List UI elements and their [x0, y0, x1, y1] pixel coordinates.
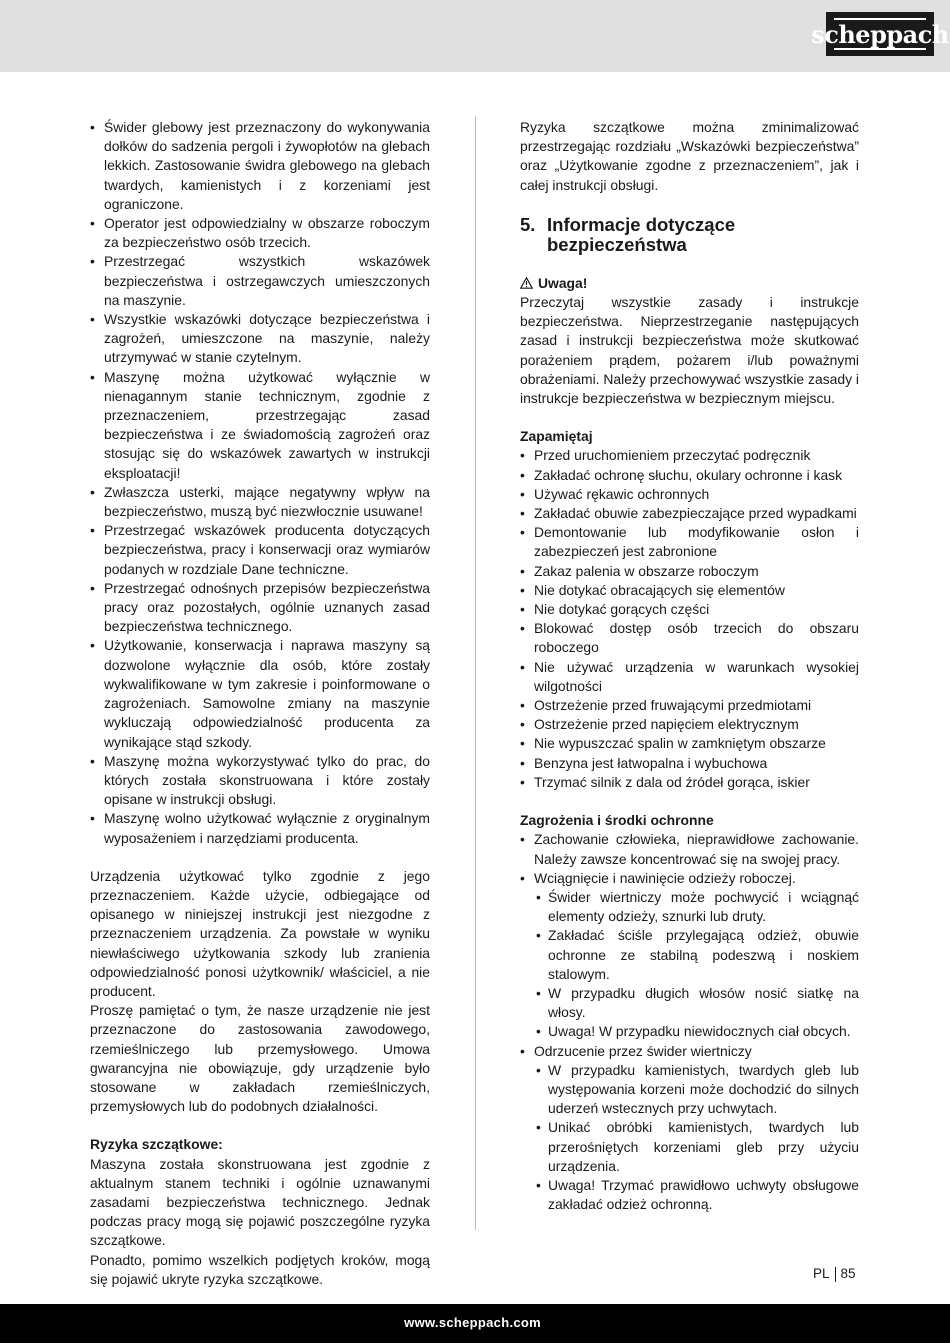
brand-logo: scheppach [826, 12, 934, 56]
list-item: • Przestrzegać odnośnych przepisów bezpieczeństwa pracy oraz pozostałych, ogólnie uznanych zasad bezpieczeństwa technicznego. [90, 579, 430, 637]
residual-risks-heading: Ryzyka szczątkowe: [90, 1136, 223, 1153]
hazard-text: Zachowanie człowieka, nieprawidłowe zachowanie. Należy zawsze koncentrować się na swojej pracy. [534, 831, 859, 867]
section-heading [520, 215, 859, 255]
left-column [90, 118, 430, 1289]
hazards-heading: Zagrożenia i środki ochronne [520, 812, 714, 829]
column-divider [475, 116, 476, 1230]
page-number-value: 85 [840, 1266, 856, 1281]
intended-use-paragraph: Urządzenia użytkować tylko zgodnie z jego przeznaczeniem. Każde użycie, odbiegające od opisanego w niniejszej instrukcji jest niezgodne z przeznaczeniem urządzenia. Za powstałe w wyniku niewłaściwego użytkowania szkody lub zranienia odpowiedzialność ponosi użytkownik/ właściciel, a nie producent. [90, 867, 430, 999]
residual-risks-paragraph: Maszyna została skonstruowana jest zgodnie z aktualnym stanem techniki i ogólnie uznawanymi zasadami bezpieczeństwa technicznego. Jednak podczas pracy mogą się pojawić poszczególne ryzyka szczątkowe. [90, 1155, 430, 1249]
right-column [520, 118, 859, 1214]
list-item: • Ostrzeżenie przed fruwającymi przedmiotami [520, 696, 859, 715]
sub-list-item: • Unikać obróbki kamienistych, twardych lub przerośniętych korzeniami gleb przy użyciu urządzenia. [534, 1118, 859, 1176]
hazards-list [520, 830, 859, 1214]
warning-label: Uwaga! [538, 274, 588, 291]
section-title: Informacje dotyczące bezpieczeństwa [547, 213, 736, 255]
hazard-text: Wciągnięcie i nawinięcie odzieży roboczej. [534, 869, 796, 886]
list-item: • Maszynę wolno użytkować wyłącznie z oryginalnym wyposażeniem i narzędziami producenta. [90, 809, 430, 847]
list-item: • Demontowanie lub modyfikowanie osłon i zabezpieczeń jest zabronione [520, 523, 859, 561]
list-item: • Przestrzegać wskazówek producenta dotyczących bezpieczeństwa, pracy i konserwacji oraz wymiarów podanych w rozdziale Dane techniczne. [90, 521, 430, 579]
remember-list [520, 446, 859, 792]
page-number-separator [835, 1267, 836, 1282]
list-item: • Nie używać urządzenia w warunkach wysokiej wilgotności [520, 658, 859, 696]
warranty-paragraph: Proszę pamiętać o tym, że nasze urządzenie nie jest przeznaczone do zastosowania zawodowego, rzemieślniczego lub przemysłowego. Umowa gwarancyjna nie obowiązuje, gdy urządzenie było stosowane w zakładach rzemieślniczych, przemysłowych lub do podobnych działalności. [90, 1002, 430, 1115]
list-item: • Blokować dostęp osób trzecich do obszaru roboczego [520, 619, 859, 657]
list-item: • Operator jest odpowiedzialny w obszarze roboczym za bezpieczeństwo osób trzecich. [90, 214, 430, 252]
list-item: • Ostrzeżenie przed napięciem elektrycznym [520, 715, 859, 734]
warning-triangle-icon [520, 276, 534, 290]
list-item: • Używać rękawic ochronnych [520, 485, 859, 504]
sub-list-item: • W przypadku kamienistych, twardych gleb lub występowania korzeni może dochodzić do silnych uderzeń wstecznych przy uchwytach. [534, 1061, 859, 1119]
list-item: • Zakładać ochronę słuchu, okulary ochronne i kask [520, 466, 859, 485]
list-item: • Użytkowanie, konserwacja i naprawa maszyny są dozwolone wyłącznie dla osób, które zostały wykwalifikowane w tym zakresie i poinformowane o zagrożeniach. Samowolne zmiany na maszynie wykluczają odpowiedzialność producenta za wynikające stąd szkody. [90, 636, 430, 751]
footer-url-link[interactable]: www.scheppach.com [404, 1315, 541, 1330]
list-item [520, 830, 859, 868]
list-item: • Maszynę można wykorzystywać tylko do prac, do których została skonstruowana i które zostały opisane w instrukcji obsługi. [90, 752, 430, 810]
sub-list-item: • Uwaga! W przypadku niewidocznych ciał obcych. [534, 1022, 859, 1041]
hazard-sub-list [534, 888, 859, 1042]
warning-paragraph: Przeczytaj wszystkie zasady i instrukcje bezpieczeństwa. Nieprzestrzeganie następujących zasad i instrukcji bezpieczeństwa może skutkować porażeniem prądem, pożarem i/lub poważnymi obrażeniami. Należy przechowywać wszystkie zasady i instrukcje bezpieczeństwa w bezpiecznym miejscu. [520, 294, 859, 407]
safety-bullet-list [90, 118, 430, 848]
sub-list-item: • Uwaga! Trzymać prawidłowo uchwyty obsługowe zakładać odzież ochronną. [534, 1176, 859, 1214]
section-number: 5. [520, 213, 536, 235]
residual-minimize-paragraph: Ryzyka szczątkowe można zminimalizować przestrzegając rozdziału „Wskazówki bezpieczeństwa” oraz „Użytkowanie zgodne z przeznaczeniem”, jak i całej instrukcji obsługi. [520, 119, 859, 193]
hazard-sub-list [534, 1061, 859, 1215]
list-item: • Wszystkie wskazówki dotyczące bezpieczeństwa i zagrożeń, umieszczone na maszynie, należy utrzymywać w stanie czytelnym. [90, 310, 430, 368]
list-item: • Benzyna jest łatwopalna i wybuchowa [520, 754, 859, 773]
list-item [520, 1042, 859, 1215]
hazard-text: Odrzucenie przez świder wiertniczy [534, 1042, 752, 1059]
list-item: • Zakładać obuwie zabezpieczające przed wypadkami [520, 504, 859, 523]
warning-label-row [520, 274, 859, 293]
list-item: • Świder glebowy jest przeznaczony do wykonywania dołków do sadzenia pergoli i żywopłotów na glebach lekkich. Zastosowanie świdra glebowego na glebach twardych, kamienistych i z korzeniami jest ograniczone. [90, 118, 430, 214]
list-item: • Nie wypuszczać spalin w zamkniętym obszarze [520, 734, 859, 753]
list-item: • Nie dotykać obracających się elementów [520, 581, 859, 600]
list-item: • Przestrzegać wszystkich wskazówek bezpieczeństwa i ostrzegawczych umieszczonych na maszynie. [90, 252, 430, 310]
header-band [0, 0, 950, 72]
remember-heading: Zapamiętaj [520, 428, 593, 445]
sub-list-item: • Świder wiertniczy może pochwycić i wciągnąć elementy odzieży, sznurki lub druty. [534, 888, 859, 926]
list-item: • Trzymać silnik z dala od źródeł gorąca, iskier [520, 773, 859, 792]
list-item: • Nie dotykać gorących części [520, 600, 859, 619]
list-item: • Zwłaszcza usterki, mające negatywny wpływ na bezpieczeństwo, muszą być niezwłocznie usuwane! [90, 483, 430, 521]
sub-list-item: • W przypadku długich włosów nosić siatkę na włosy. [534, 984, 859, 1022]
list-item: • Zakaz palenia w obszarze roboczym [520, 562, 859, 581]
language-code: PL [813, 1266, 830, 1281]
sub-list-item: • Zakładać ściśle przylegającą odzież, obuwie ochronne ze stabilną podeszwą i noskiem stalowym. [534, 926, 859, 984]
list-item: • Przed uruchomieniem przeczytać podręcznik [520, 446, 859, 465]
list-item: • Maszynę można użytkować wyłącznie w nienagannym stanie technicznym, zgodnie z przeznaczeniem, przestrzegając zasad bezpieczeństwa i ze świadomością zagrożeń oraz stosując się do wskazówek zawartych w instrukcji eksploatacji! [90, 368, 430, 483]
footer-band [0, 1304, 950, 1343]
list-item [520, 869, 859, 1042]
hidden-risks-paragraph: Ponadto, pomimo wszelkich podjętych kroków, mogą się pojawić ukryte ryzyka szczątkowe. [90, 1251, 430, 1287]
page-number [813, 1266, 856, 1282]
